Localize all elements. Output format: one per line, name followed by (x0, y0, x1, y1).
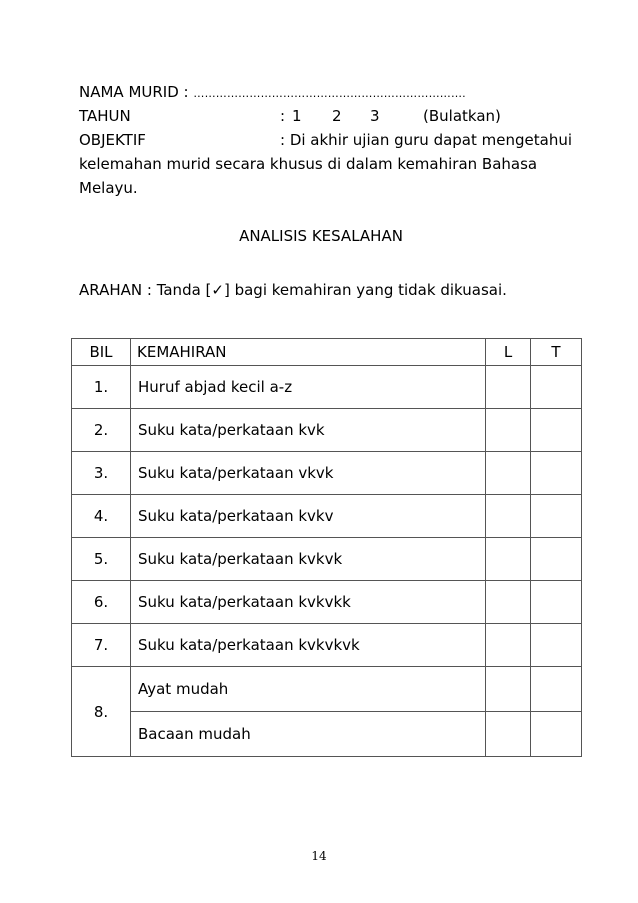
year-line (79, 106, 579, 126)
header-kemahiran: KEMAHIRAN (131, 339, 486, 366)
row-number: 5. (72, 538, 131, 581)
name-blank: ………………………………………………………………. (193, 87, 466, 100)
table-row (72, 581, 582, 624)
table-row (72, 624, 582, 667)
page-title: ANALISIS KESALAHAN (239, 227, 403, 245)
table-row (72, 409, 582, 452)
row-l-checkbox[interactable] (486, 624, 531, 667)
header-bil: BIL (72, 339, 131, 366)
row-skill: Ayat mudah (131, 667, 486, 712)
row-l-checkbox[interactable] (486, 366, 531, 409)
row-t-checkbox[interactable] (531, 452, 582, 495)
row-skill: Suku kata/perkataan vkvk (131, 452, 486, 495)
year-label: TAHUN (79, 107, 131, 125)
header-l: L (486, 339, 531, 366)
row-number: 8. (72, 667, 131, 757)
objective-text-line-1: : Di akhir ujian guru dapat mengetahui (280, 131, 573, 149)
row-t-checkbox[interactable] (531, 495, 582, 538)
row-l-checkbox[interactable] (486, 581, 531, 624)
objective-label: OBJEKTIF (79, 131, 146, 149)
table-row (72, 366, 582, 409)
row-number: 1. (72, 366, 131, 409)
row-t-checkbox[interactable] (531, 712, 582, 757)
row-skill: Suku kata/perkataan kvk (131, 409, 486, 452)
row-t-checkbox[interactable] (531, 624, 582, 667)
table-row (72, 452, 582, 495)
row-number: 6. (72, 581, 131, 624)
row-skill: Bacaan mudah (131, 712, 486, 757)
page-number: 14 (311, 849, 327, 863)
row-t-checkbox[interactable] (531, 538, 582, 581)
objective-line (79, 130, 579, 150)
row-t-checkbox[interactable] (531, 667, 582, 712)
row-l-checkbox[interactable] (486, 667, 531, 712)
table-row (72, 538, 582, 581)
row-t-checkbox[interactable] (531, 409, 582, 452)
row-l-checkbox[interactable] (486, 538, 531, 581)
year-option-2: 2 (332, 107, 342, 125)
year-note: (Bulatkan) (423, 107, 501, 125)
row-t-checkbox[interactable] (531, 581, 582, 624)
table-row (72, 667, 582, 712)
row-skill: Suku kata/perkataan kvkvk (131, 538, 486, 581)
row-skill: Suku kata/perkataan kvkvkk (131, 581, 486, 624)
year-option-3: 3 (370, 107, 380, 125)
objective-text-line-2: kelemahan murid secara khusus di dalam kemahiran Bahasa (79, 155, 538, 173)
year-options (292, 106, 501, 126)
row-number: 3. (72, 452, 131, 495)
instruction: ARAHAN : Tanda [✓] bagi kemahiran yang tidak dikuasai. (79, 281, 507, 299)
title-container (0, 226, 638, 246)
objective-text-line-3: Melayu. (79, 179, 138, 197)
year-option-1: 1 (292, 107, 302, 125)
row-l-checkbox[interactable] (486, 712, 531, 757)
header-t: T (531, 339, 582, 366)
table-row (72, 712, 582, 757)
row-number: 4. (72, 495, 131, 538)
row-number: 2. (72, 409, 131, 452)
row-skill: Huruf abjad kecil a-z (131, 366, 486, 409)
table-header-row (72, 339, 582, 366)
row-skill: Suku kata/perkataan kvkv (131, 495, 486, 538)
row-t-checkbox[interactable] (531, 366, 582, 409)
row-l-checkbox[interactable] (486, 452, 531, 495)
row-skill: Suku kata/perkataan kvkvkvk (131, 624, 486, 667)
name-label: NAMA MURID : (79, 83, 189, 101)
row-l-checkbox[interactable] (486, 409, 531, 452)
row-number: 7. (72, 624, 131, 667)
skills-table (71, 338, 582, 757)
row-l-checkbox[interactable] (486, 495, 531, 538)
table-row (72, 495, 582, 538)
year-separator: : (280, 107, 286, 125)
name-line (79, 82, 466, 104)
